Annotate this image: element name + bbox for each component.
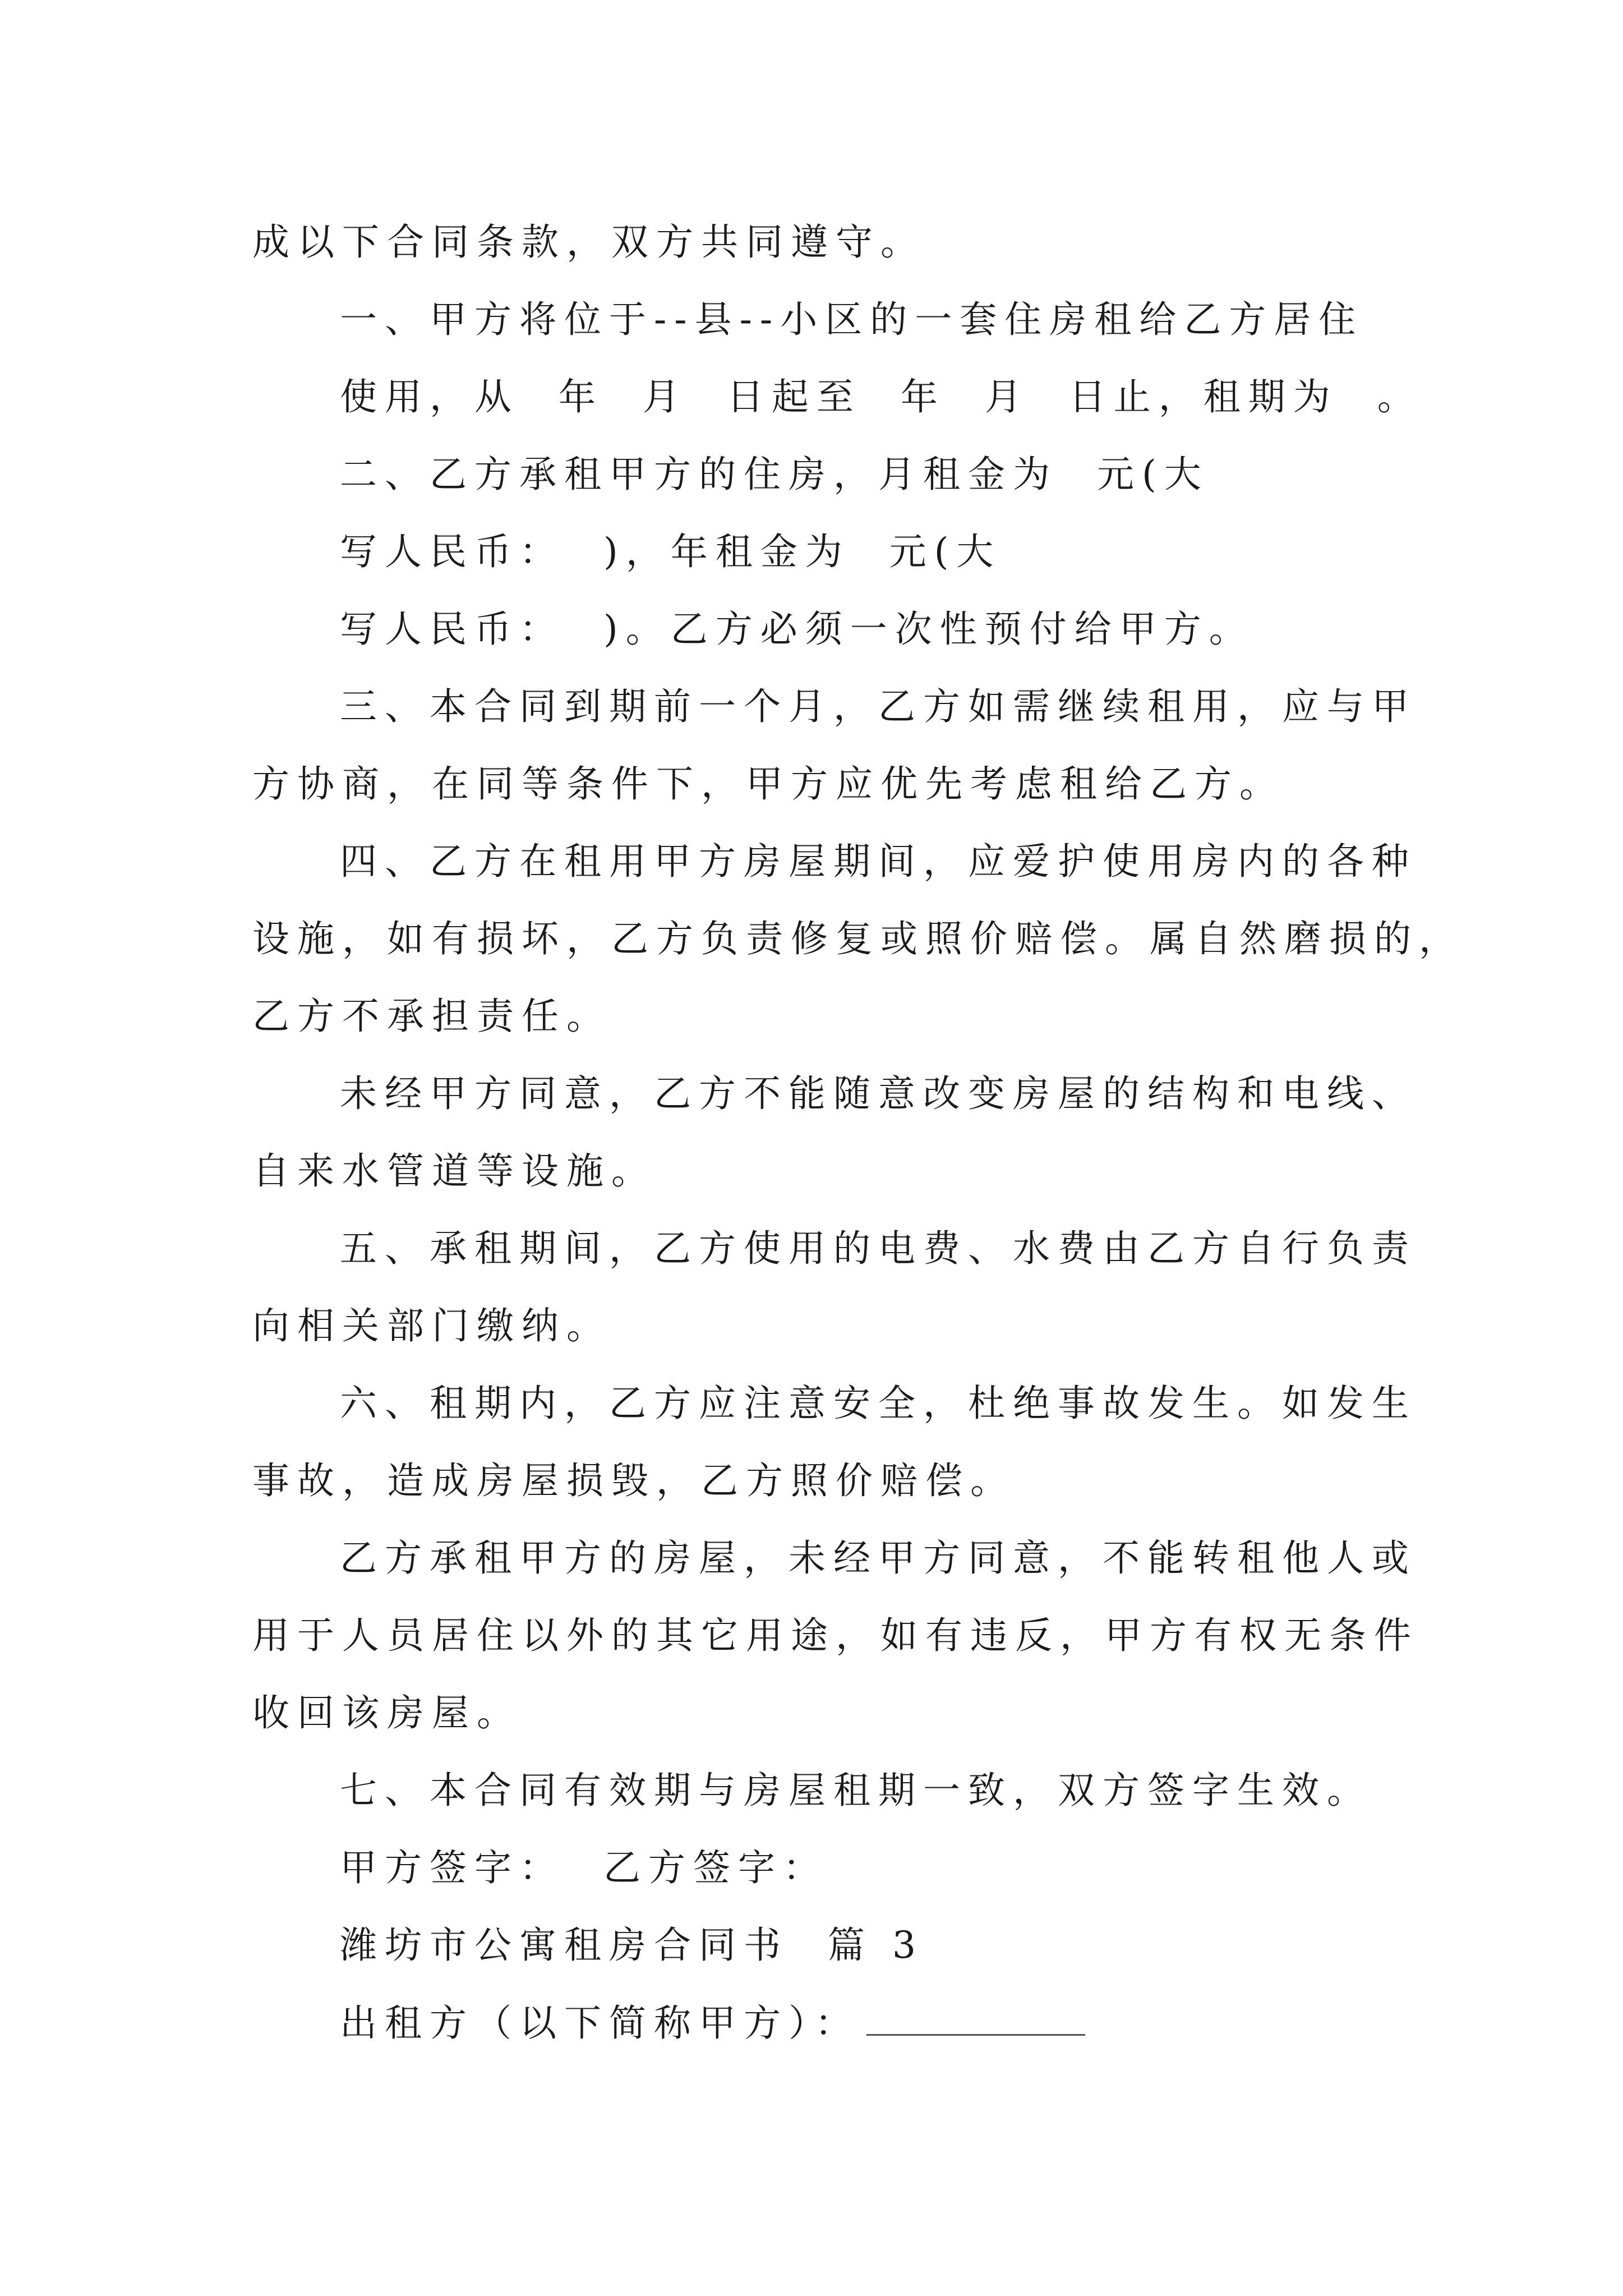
clause-4-line-1: 四、乙方在租用甲方房屋期间，应爱护使用房内的各种 — [340, 840, 1417, 883]
clause-2-line-2: 写人民币： )，年租金为 元(大 — [340, 530, 1002, 573]
clause-7-line-1: 七、本合同有效期与房屋租期一致，双方签字生效。 — [340, 1769, 1372, 1812]
clause-1-line-2: 使用，从 年 月 日起至 年 月 日止，租期为 。 — [340, 375, 1422, 418]
clause-4-line-2: 设施，如有损坏，乙方负责修复或照价赔偿。属自然磨损的， — [252, 917, 1464, 960]
clause-4b-line-2: 自来水管道等设施。 — [252, 1149, 656, 1193]
section-heading: 潍坊市公寓租房合同书 篇 3 — [340, 1924, 924, 1967]
lessor-line — [340, 2000, 1085, 2046]
clause-6b-line-1: 乙方承租甲方的房屋，未经甲方同意，不能转租他人或 — [340, 1536, 1417, 1580]
clause-6-line-1: 六、租期内，乙方应注意安全，杜绝事故发生。如发生 — [340, 1382, 1417, 1425]
clause-4b-line-1: 未经甲方同意，乙方不能随意改变房屋的结构和电线、 — [340, 1072, 1417, 1115]
clause-2-line-3: 写人民币： )。乙方必须一次性预付给甲方。 — [340, 608, 1254, 651]
clause-1-line-1: 一、甲方将位于--县--小区的一套住房租给乙方居住 — [340, 298, 1364, 341]
clause-6b-line-3: 收回该房屋。 — [252, 1691, 522, 1734]
clause-3-line-1: 三、本合同到期前一个月，乙方如需继续租用，应与甲 — [340, 685, 1417, 728]
lessor-label: 出租方（以下简称甲方）： — [340, 2001, 860, 2045]
clause-5-line-2: 向相关部门缴纳。 — [252, 1304, 611, 1347]
clause-5-line-1: 五、承租期间，乙方使用的电费、水费由乙方自行负责 — [340, 1227, 1417, 1270]
clause-6b-line-2: 用于人员居住以外的其它用途，如有违反，甲方有权无条件 — [252, 1614, 1419, 1657]
signature-line: 甲方签字： 乙方签字： — [340, 1846, 828, 1889]
clause-4-line-3: 乙方不承担责任。 — [252, 995, 611, 1038]
clause-6-line-2: 事故，造成房屋损毁，乙方照价赔偿。 — [252, 1459, 1015, 1502]
clause-3-line-2: 方协商，在同等条件下，甲方应优先考虑租给乙方。 — [252, 762, 1284, 806]
lessor-blank — [866, 2000, 1085, 2036]
clause-2-line-1: 二、乙方承租甲方的住房，月租金为 元(大 — [340, 453, 1209, 496]
text-line-1: 成以下合同条款，双方共同遵守。 — [252, 220, 925, 264]
